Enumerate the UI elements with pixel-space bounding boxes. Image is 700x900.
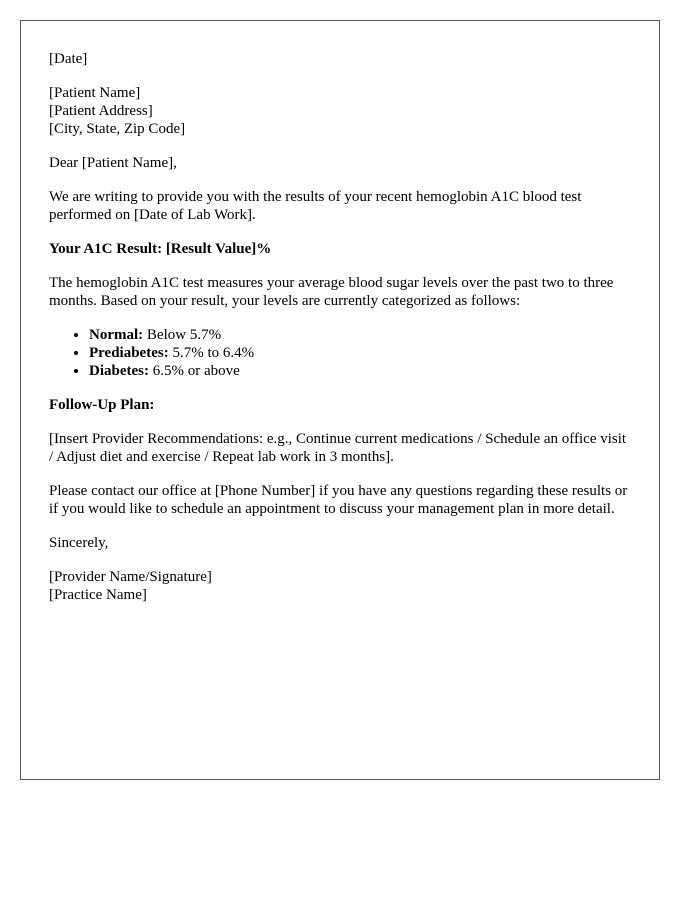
- category-label: Normal:: [89, 327, 144, 343]
- category-range: 6.5% or above: [149, 363, 240, 379]
- list-item: [89, 326, 631, 344]
- recipient-address-block: [49, 84, 631, 138]
- category-range: 5.7% to 6.4%: [168, 345, 255, 361]
- explanation-paragraph: The hemoglobin A1C test measures your average blood sugar levels over the past two to three months. Based on your result, your levels are currently categorized as follows:: [49, 275, 614, 309]
- category-label: Diabetes:: [89, 363, 149, 379]
- followup-heading: Follow-Up Plan:: [49, 397, 155, 413]
- list-item: [89, 344, 631, 362]
- signature-block: [49, 568, 631, 604]
- followup-paragraph: [Insert Provider Recommendations: e.g., Continue current medications / Schedule an office visit / Adjust diet and exercise / Repeat lab work in 3 months].: [49, 431, 627, 465]
- practice-name: [Practice Name]: [49, 587, 147, 603]
- category-list: [49, 326, 631, 380]
- patient-address: [Patient Address]: [49, 103, 153, 119]
- contact-paragraph: Please contact our office at [Phone Number] if you have any questions regarding these results or if you would like to schedule an appointment to discuss your management plan in more detail.: [49, 483, 628, 517]
- intro-paragraph: We are writing to provide you with the results of your recent hemoglobin A1C blood test performed on [Date of Lab Work].: [49, 189, 582, 223]
- list-item: [89, 362, 631, 380]
- patient-name: [Patient Name]: [49, 85, 141, 101]
- category-range: Below 5.7%: [143, 327, 222, 343]
- letter-date: [Date]: [49, 51, 88, 67]
- provider-signature: [Provider Name/Signature]: [49, 569, 212, 585]
- salutation: Dear [Patient Name],: [49, 155, 177, 171]
- patient-city-state-zip: [City, State, Zip Code]: [49, 121, 186, 137]
- category-label: Prediabetes:: [89, 345, 169, 361]
- letter-page: [20, 20, 660, 780]
- closing: Sincerely,: [49, 535, 109, 551]
- a1c-result-heading: Your A1C Result: [Result Value]%: [49, 241, 272, 257]
